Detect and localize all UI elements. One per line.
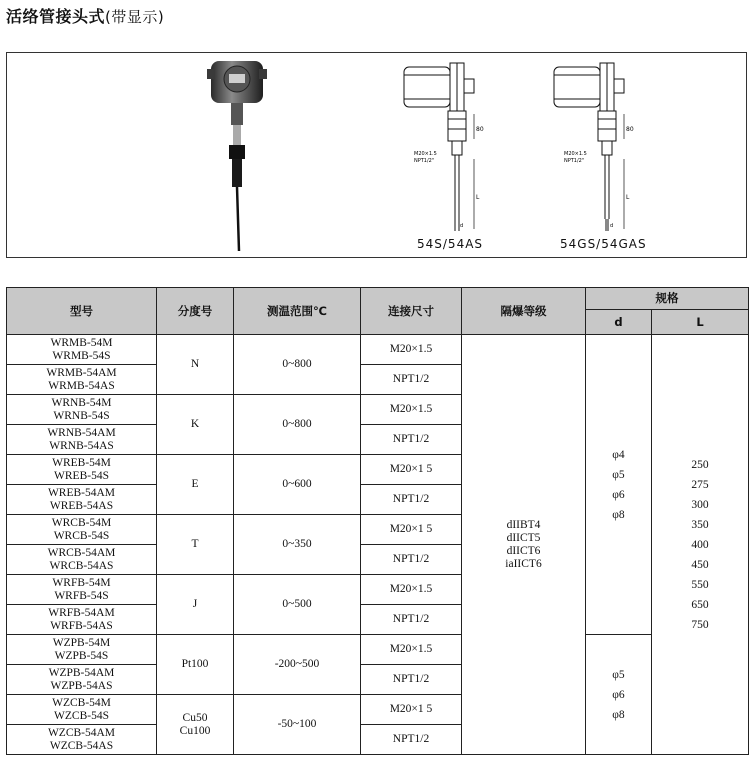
graduation-cell: J	[157, 575, 234, 635]
range-cell: 0~800	[234, 395, 361, 455]
caption-54gs: 54GS/54GAS	[560, 237, 647, 251]
connection-cell: NPT1/2	[361, 485, 462, 515]
connection-cell: NPT1/2	[361, 725, 462, 755]
connection-cell: M20×1 5	[361, 695, 462, 725]
d-cell-rtd: φ5 φ6 φ8	[586, 635, 652, 755]
graduation-cell: T	[157, 515, 234, 575]
page-title	[6, 4, 164, 27]
connection-cell: M20×1.5	[361, 395, 462, 425]
model-cell: WRMB-54M WRMB-54S	[7, 335, 157, 365]
connection-cell: M20×1 5	[361, 515, 462, 545]
table-row	[7, 635, 749, 665]
model-cell: WZCB-54AM WZCB-54AS	[7, 725, 157, 755]
model-cell: WZCB-54M WZCB-54S	[7, 695, 157, 725]
model-cell: WREB-54M WREB-54S	[7, 455, 157, 485]
graduation-cell: E	[157, 455, 234, 515]
graduation-cell: N	[157, 335, 234, 395]
connection-cell: M20×1.5	[361, 335, 462, 365]
graduation-cell: Pt100	[157, 635, 234, 695]
model-cell: WRMB-54AM WRMB-54AS	[7, 365, 157, 395]
col-graduation: 分度号	[157, 288, 234, 335]
thread-npt-label: NPT1/2"	[414, 158, 435, 164]
dim-h-label: 80	[626, 126, 634, 133]
connection-cell: NPT1/2	[361, 425, 462, 455]
col-spec-l: L	[652, 310, 749, 335]
dim-d-label: d	[610, 223, 614, 229]
connection-cell: NPT1/2	[361, 365, 462, 395]
title-suffix: (带显示)	[105, 8, 165, 26]
range-cell: 0~500	[234, 575, 361, 635]
connection-cell: M20×1.5	[361, 575, 462, 605]
dim-l-label: L	[626, 194, 630, 201]
model-cell: WZPB-54AM WZPB-54AS	[7, 665, 157, 695]
col-range: 测温范围℃	[234, 288, 361, 335]
graduation-cell: K	[157, 395, 234, 455]
drawing-54s	[402, 59, 492, 239]
model-cell: WRCB-54AM WRCB-54AS	[7, 545, 157, 575]
l-cell: 250 275 300 350 400 450 550 650 750	[652, 335, 749, 755]
product-figure	[6, 52, 747, 258]
col-connection: 连接尺寸	[361, 288, 462, 335]
model-cell: WRNB-54AM WRNB-54AS	[7, 425, 157, 455]
graduation-cell: Cu50 Cu100	[157, 695, 234, 755]
product-photo	[197, 55, 277, 255]
explosion-cell: dIIBT4 dIICT5 dIICT6 iaIICT6	[462, 335, 586, 755]
spec-table	[6, 287, 749, 755]
model-cell: WRNB-54M WRNB-54S	[7, 395, 157, 425]
drawing-54gs	[552, 59, 642, 239]
connection-cell: M20×1 5	[361, 455, 462, 485]
model-cell: WZPB-54M WZPB-54S	[7, 635, 157, 665]
col-spec-d: d	[586, 310, 652, 335]
connection-cell: NPT1/2	[361, 605, 462, 635]
dim-d-label: d	[460, 223, 464, 229]
range-cell: -200~500	[234, 635, 361, 695]
dim-h-label: 80	[476, 126, 484, 133]
d-cell-thermocouple: φ4 φ5 φ6 φ8	[586, 335, 652, 635]
connection-cell: M20×1.5	[361, 635, 462, 665]
col-explosion: 隔爆等级	[462, 288, 586, 335]
thread-npt-label: NPT1/2"	[564, 158, 585, 164]
col-model: 型号	[7, 288, 157, 335]
dim-l-label: L	[476, 194, 480, 201]
range-cell: 0~600	[234, 455, 361, 515]
model-cell: WREB-54AM WREB-54AS	[7, 485, 157, 515]
col-spec: 规格	[586, 288, 749, 310]
model-cell: WRCB-54M WRCB-54S	[7, 515, 157, 545]
thread-m-label: M20×1.5	[564, 151, 587, 157]
caption-54s: 54S/54AS	[417, 237, 484, 251]
range-cell: -50~100	[234, 695, 361, 755]
model-cell: WRFB-54M WRFB-54S	[7, 575, 157, 605]
connection-cell: NPT1/2	[361, 545, 462, 575]
title-main: 活络管接头式	[6, 7, 106, 26]
model-cell: WRFB-54AM WRFB-54AS	[7, 605, 157, 635]
range-cell: 0~800	[234, 335, 361, 395]
thread-m-label: M20×1.5	[414, 151, 437, 157]
table-row	[7, 335, 749, 365]
connection-cell: NPT1/2	[361, 665, 462, 695]
range-cell: 0~350	[234, 515, 361, 575]
